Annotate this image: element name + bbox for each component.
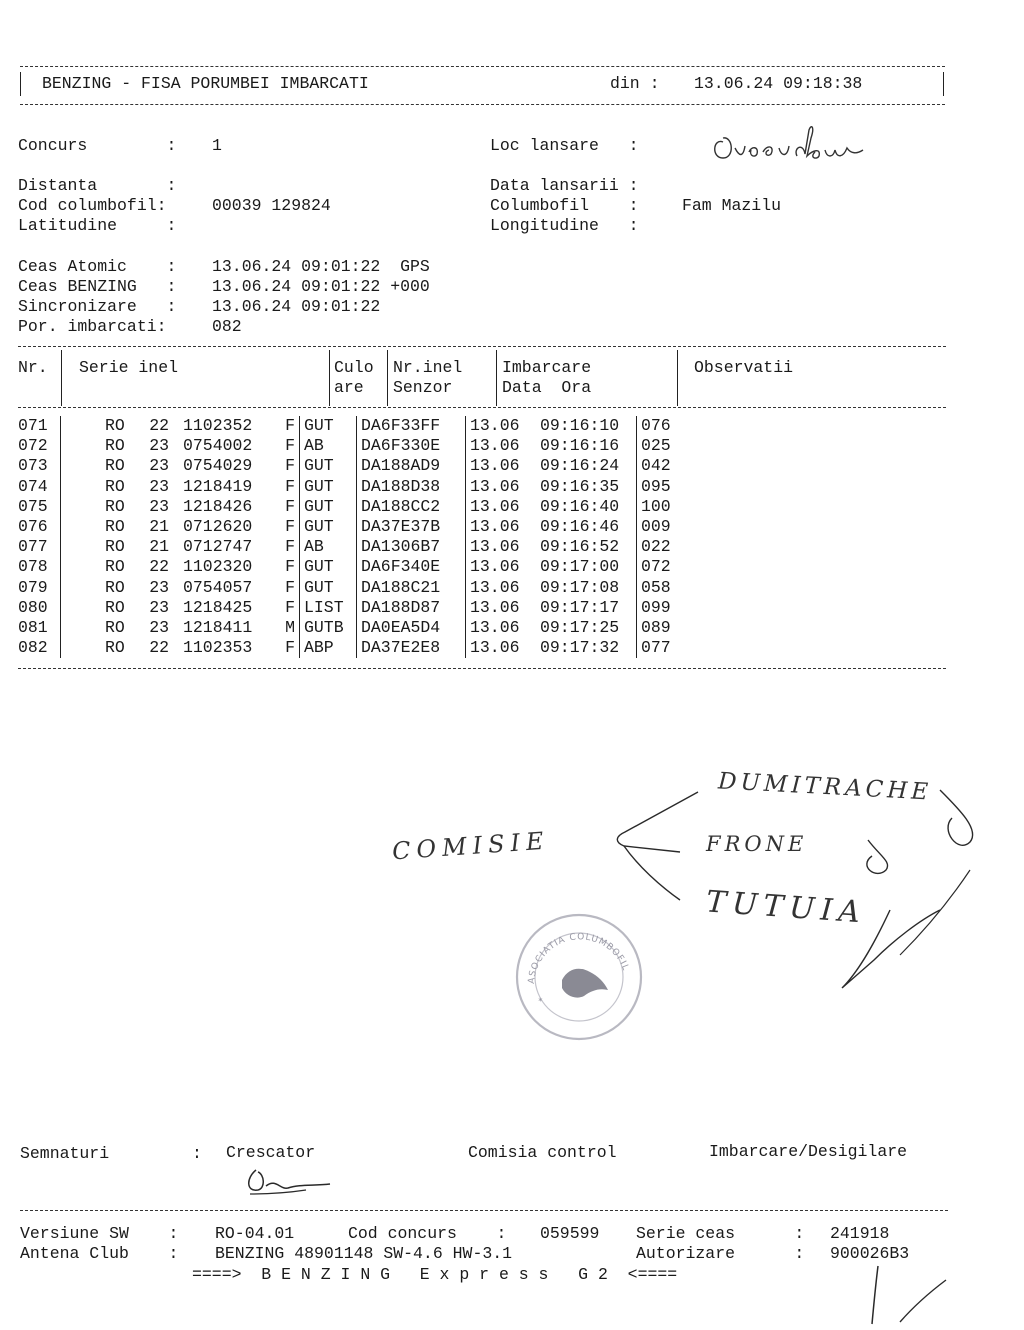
- row-date: 13.06: [470, 577, 520, 597]
- row-nr: 076: [18, 517, 61, 537]
- row-ring: 1102352: [183, 416, 253, 435]
- row-nr: 073: [18, 456, 61, 476]
- row-ring: 1218419: [183, 476, 253, 496]
- cod-columbofil-label: Cod columbofil:: [18, 196, 167, 215]
- row-chip: DA6F340E: [357, 557, 466, 577]
- row-sex: F: [273, 416, 300, 436]
- row-color: ABP: [300, 638, 357, 658]
- row-sex: F: [273, 497, 300, 517]
- row-color: LIST: [300, 598, 357, 618]
- row-year: 21: [149, 516, 169, 536]
- table-row: [18, 638, 701, 658]
- row-ring: 0712747: [183, 537, 253, 557]
- row-year: 21: [149, 537, 169, 557]
- row-ring: 0712620: [183, 516, 253, 536]
- versiune-sw-value: RO-04.01: [215, 1224, 295, 1243]
- table-row: [18, 598, 701, 618]
- col-header-imbarcare-1: Imbarcare: [502, 358, 592, 377]
- document-title: BENZING - FISA PORUMBEI IMBARCATI: [42, 74, 369, 93]
- row-time: 09:17:00: [540, 557, 637, 577]
- row-color: GUTB: [300, 618, 357, 638]
- row-sex: F: [273, 598, 300, 618]
- row-color: AB: [300, 537, 357, 557]
- row-time: 09:16:10: [540, 416, 637, 436]
- row-date: 13.06: [470, 496, 520, 516]
- col-header-imbarcare-2: Data Ora: [502, 378, 592, 397]
- row-time: 09:16:52: [540, 537, 637, 557]
- row-year: 22: [149, 416, 169, 435]
- row-date: 13.06: [470, 436, 520, 456]
- row-obs: 042: [641, 456, 671, 476]
- crescator-label: Crescator: [226, 1143, 316, 1162]
- row-time: 09:17:08: [540, 578, 637, 598]
- row-country: RO: [105, 416, 125, 435]
- row-ring: 0754002: [183, 436, 253, 456]
- serie-ceas-label: Serie ceas :: [636, 1224, 805, 1243]
- antena-club-label: Antena Club :: [20, 1244, 179, 1263]
- ceas-benzing-value: 13.06.24 09:01:22 +000: [212, 277, 430, 296]
- row-nr: 078: [18, 557, 61, 577]
- row-year: 22: [149, 638, 169, 658]
- row-nr: 080: [18, 598, 61, 618]
- row-chip: DA188D87: [357, 598, 466, 618]
- row-time: 09:16:24: [540, 456, 637, 476]
- table-top-rule: [18, 346, 946, 347]
- table-row: [18, 456, 701, 476]
- footer-rule: [20, 1210, 948, 1211]
- row-color: GUT: [300, 578, 357, 598]
- row-time: 09:16:46: [540, 517, 637, 537]
- row-color: GUT: [300, 557, 357, 577]
- row-time: 09:16:40: [540, 497, 637, 517]
- row-ring: 0754029: [183, 456, 253, 476]
- row-nr: 082: [18, 638, 61, 658]
- row-color: GUT: [300, 456, 357, 476]
- latitudine-label: Latitudine :: [18, 216, 177, 235]
- row-sex: F: [273, 557, 300, 577]
- row-year: 23: [149, 617, 169, 637]
- signatures-colon: :: [192, 1144, 202, 1163]
- row-date: 13.06: [470, 617, 520, 637]
- cod-concurs-label: Cod concurs :: [348, 1224, 507, 1243]
- row-obs: 009: [641, 516, 671, 536]
- imbarcare-desigilare-label: Imbarcare/Desigilare: [709, 1142, 908, 1161]
- signatures-label: Semnaturi: [20, 1144, 110, 1163]
- row-sex: M: [273, 618, 300, 638]
- sincronizare-value: 13.06.24 09:01:22: [212, 297, 381, 316]
- row-date: 13.06: [470, 537, 520, 557]
- stamp-text: ASOCIATIA COLUMBOFIL: [526, 932, 631, 985]
- row-ring: 1218425: [183, 597, 253, 617]
- row-nr: 074: [18, 477, 61, 497]
- table-header-sep-4: [496, 350, 497, 406]
- pigeon-table-body: [18, 416, 701, 658]
- ceas-atomic-value: 13.06.24 09:01:22 GPS: [212, 257, 430, 276]
- col-header-serie-inel: Serie inel: [79, 358, 179, 377]
- row-date: 13.06: [470, 516, 520, 536]
- handwritten-comisie: COMISIE: [391, 826, 551, 866]
- row-year: 23: [149, 577, 169, 597]
- row-country: RO: [105, 617, 125, 637]
- row-country: RO: [105, 638, 125, 658]
- table-header-sep-5: [677, 350, 678, 406]
- header-right-rule: [943, 72, 944, 96]
- antena-club-value: BENZING 48901148 SW-4.6 HW-3.1: [215, 1244, 513, 1263]
- association-stamp: [512, 910, 646, 1044]
- row-chip: DA188D38: [357, 477, 466, 497]
- row-chip: DA37E2E8: [357, 638, 466, 658]
- benzing-express-banner: ====> B E N Z I N G E x p r e s s G 2 <====: [192, 1265, 678, 1284]
- handwritten-name-2: FRONE: [706, 832, 808, 856]
- row-obs: 025: [641, 436, 671, 456]
- table-row: [18, 557, 701, 577]
- row-nr: 079: [18, 578, 61, 598]
- row-nr: 071: [18, 416, 61, 436]
- row-ring: 1102320: [183, 557, 253, 577]
- comisia-control-label: Comisia control: [468, 1143, 617, 1162]
- loc-lansare-label: Loc lansare :: [490, 136, 639, 155]
- row-date: 13.06: [470, 476, 520, 496]
- table-row: [18, 416, 701, 436]
- col-header-observatii: Observatii: [694, 358, 794, 377]
- row-year: 22: [149, 557, 169, 577]
- row-country: RO: [105, 597, 125, 617]
- header-top-rule: [20, 66, 945, 67]
- row-obs: 100: [641, 496, 671, 516]
- loc-lansare-handwritten: [705, 118, 875, 166]
- row-sex: F: [273, 638, 300, 658]
- row-color: GUT: [300, 517, 357, 537]
- row-chip: DA188C21: [357, 578, 466, 598]
- concurs-value: 1: [212, 136, 222, 155]
- row-date: 13.06: [470, 416, 520, 435]
- row-time: 09:17:25: [540, 618, 637, 638]
- autorizare-value: 900026B3: [830, 1244, 910, 1263]
- table-header-bottom-rule: [18, 407, 946, 408]
- row-chip: DA6F330E: [357, 436, 466, 456]
- row-year: 23: [149, 436, 169, 456]
- por-imbarcati-value: 082: [212, 317, 242, 336]
- row-date: 13.06: [470, 597, 520, 617]
- row-date: 13.06: [470, 456, 520, 476]
- row-nr: 072: [18, 436, 61, 456]
- row-ring: 1218426: [183, 496, 253, 516]
- handwritten-name-3: TUTUIA: [704, 884, 868, 931]
- header-din-label: din :: [610, 74, 660, 93]
- row-sex: F: [273, 436, 300, 456]
- col-header-culoare-1: Culo: [334, 358, 374, 377]
- row-country: RO: [105, 476, 125, 496]
- row-chip: DA188AD9: [357, 456, 466, 476]
- row-year: 23: [149, 456, 169, 476]
- row-sex: F: [273, 517, 300, 537]
- handwritten-name-1: DUMITRACHE: [717, 768, 933, 806]
- header-bottom-rule: [20, 104, 945, 105]
- por-imbarcati-label: Por. imbarcati:: [18, 317, 167, 336]
- row-color: GUT: [300, 416, 357, 436]
- row-country: RO: [105, 577, 125, 597]
- row-obs: 072: [641, 557, 671, 577]
- row-year: 23: [149, 597, 169, 617]
- autorizare-label: Autorizare :: [636, 1244, 805, 1263]
- handwritten-commission-note: [380, 770, 1000, 1000]
- row-time: 09:17:32: [540, 638, 637, 658]
- col-header-culoare-2: are: [334, 378, 364, 397]
- row-chip: DA37E37B: [357, 517, 466, 537]
- header-timestamp: 13.06.24 09:18:38: [694, 74, 863, 93]
- serie-ceas-value: 241918: [830, 1224, 890, 1243]
- corner-signature: [860, 1262, 960, 1325]
- col-header-nr-inel-1: Nr.inel: [393, 358, 463, 377]
- row-country: RO: [105, 557, 125, 577]
- pigeon-table: [18, 416, 701, 658]
- row-time: 09:16:35: [540, 477, 637, 497]
- columbofil-label: Columbofil :: [490, 196, 639, 215]
- row-sex: F: [273, 578, 300, 598]
- row-sex: F: [273, 537, 300, 557]
- cod-concurs-value: 059599: [540, 1224, 600, 1243]
- concurs-label: Concurs :: [18, 136, 177, 155]
- row-color: AB: [300, 436, 357, 456]
- header-left-rule: [20, 72, 21, 96]
- row-chip: DA1306B7: [357, 537, 466, 557]
- row-ring: 1102353: [183, 638, 253, 658]
- row-chip: DA6F33FF: [357, 416, 466, 436]
- row-time: 09:17:17: [540, 598, 637, 618]
- row-obs: 089: [641, 617, 671, 637]
- row-nr: 077: [18, 537, 61, 557]
- row-obs: 077: [641, 638, 671, 658]
- distanta-label: Distanta :: [18, 176, 177, 195]
- columbofil-value: Fam Mazilu: [682, 196, 782, 215]
- col-header-nr-inel-2: Senzor: [393, 378, 453, 397]
- row-nr: 081: [18, 618, 61, 638]
- table-row: [18, 578, 701, 598]
- row-obs: 099: [641, 597, 671, 617]
- row-obs: 058: [641, 577, 671, 597]
- crescator-signature: [236, 1160, 336, 1200]
- row-country: RO: [105, 436, 125, 456]
- table-header-sep-2: [329, 350, 330, 406]
- row-obs: 022: [641, 537, 671, 557]
- row-date: 13.06: [470, 557, 520, 577]
- row-time: 09:16:16: [540, 436, 637, 456]
- ceas-benzing-label: Ceas BENZING :: [18, 277, 177, 296]
- row-sex: F: [273, 477, 300, 497]
- table-header-sep-3: [387, 350, 388, 406]
- table-row: [18, 517, 701, 537]
- row-ring: 0754057: [183, 577, 253, 597]
- svg-text:✶: ✶: [538, 996, 543, 1005]
- row-sex: F: [273, 456, 300, 476]
- longitudine-label: Longitudine :: [490, 216, 639, 235]
- ceas-atomic-label: Ceas Atomic :: [18, 257, 177, 276]
- table-row: [18, 436, 701, 456]
- row-country: RO: [105, 496, 125, 516]
- row-country: RO: [105, 516, 125, 536]
- row-year: 23: [149, 496, 169, 516]
- table-row: [18, 618, 701, 638]
- sincronizare-label: Sincronizare :: [18, 297, 177, 316]
- row-country: RO: [105, 456, 125, 476]
- row-color: GUT: [300, 477, 357, 497]
- data-lansarii-label: Data lansarii :: [490, 176, 639, 195]
- row-obs: 076: [641, 416, 671, 435]
- table-bottom-rule: [18, 668, 946, 669]
- table-header-sep-1: [61, 350, 62, 406]
- table-row: [18, 477, 701, 497]
- row-nr: 075: [18, 497, 61, 517]
- row-ring: 1218411: [183, 617, 253, 637]
- row-color: GUT: [300, 497, 357, 517]
- cod-columbofil-value: 00039 129824: [212, 196, 331, 215]
- row-date: 13.06: [470, 638, 520, 658]
- col-header-nr: Nr.: [18, 358, 48, 377]
- table-row: [18, 537, 701, 557]
- row-year: 23: [149, 476, 169, 496]
- table-row: [18, 497, 701, 517]
- row-chip: DA0EA5D4: [357, 618, 466, 638]
- row-chip: DA188CC2: [357, 497, 466, 517]
- row-obs: 095: [641, 476, 671, 496]
- versiune-sw-label: Versiune SW :: [20, 1224, 179, 1243]
- row-country: RO: [105, 537, 125, 557]
